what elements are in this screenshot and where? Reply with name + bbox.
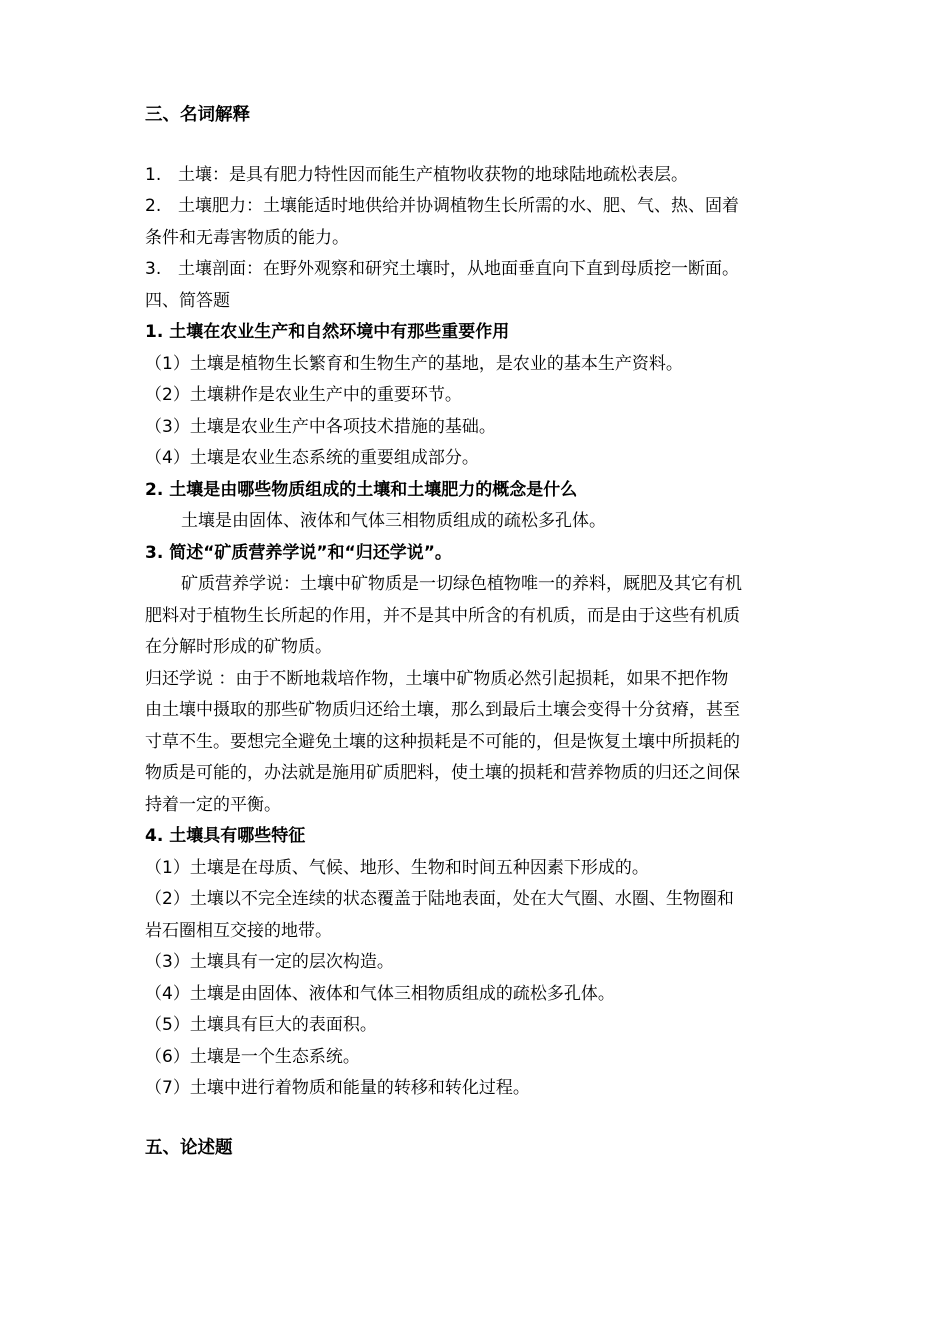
question-4-answer-2: （2）土壤以不完全连续的状态覆盖于陆地表面，处在大气圈、水圈、生物圈和 xyxy=(145,889,734,909)
question-4-title: 4. 土壤具有哪些特征 xyxy=(145,826,306,846)
definition-1-number: 1. xyxy=(145,164,162,185)
section-4-title: 四、简答题 xyxy=(145,290,230,311)
definition-3 xyxy=(145,254,810,286)
question-4-answer-3: （3）土壤具有一定的层次构造。 xyxy=(145,952,394,972)
question-1-answer-4: （4）土壤是农业生态系统的重要组成部分。 xyxy=(145,448,479,468)
question-1-answer-1: （1）土壤是植物生长繁育和生物生产的基地，是农业的基本生产资料。 xyxy=(145,353,683,374)
question-3-para-2-line-4: 物质是可能的，办法就是施用矿质肥料，使土壤的损耗和营养物质的归还之间保 xyxy=(145,763,740,783)
question-4-answer-7: （7）土壤中进行着物质和能量的转移和转化过程。 xyxy=(145,1078,530,1098)
question-4-answer-5: （5）土壤具有巨大的表面积。 xyxy=(145,1015,377,1035)
question-4-answer-2-continued: 岩石圈相互交接的地带。 xyxy=(145,920,332,941)
definition-3-number: 3. xyxy=(145,259,162,279)
question-3-para-1-line-2: 肥料对于植物生长所起的作用，并不是其中所含的有机质，而是由于这些有机质 xyxy=(145,605,740,626)
question-3-para-2-line-1: 归还学说 ：由于不断地栽培作物，土壤中矿物质必然引起损耗，如果不把作物 xyxy=(145,668,729,689)
question-1-answer-3: （3）土壤是农业生产中各项技术措施的基础。 xyxy=(145,416,496,437)
section-3-title: 三、名词解释 xyxy=(145,105,250,125)
question-1-answer-2: （2）土壤耕作是农业生产中的重要环节。 xyxy=(145,385,462,405)
question-2-answer: 土壤是由固体、液体和气体三相物质组成的疏松多孔体。 xyxy=(181,511,606,531)
definition-2-number: 2. xyxy=(145,196,162,216)
definition-3-text: 土壤剖面：在野外观察和研究土壤时，从地面垂直向下直到母质挖一断面。 xyxy=(178,259,739,279)
definition-2-text: 土壤肥力：土壤能适时地供给并协调植物生长所需的水、肥、气、热、固着 xyxy=(178,196,739,216)
question-3-para-2-line-2: 由土壤中摄取的那些矿物质归还给土壤，那么到最后土壤会变得十分贫瘠，甚至 xyxy=(145,700,740,720)
question-1-title: 1. 土壤在农业生产和自然环境中有那些重要作用 xyxy=(145,322,510,342)
definition-1-text: 土壤：是具有肥力特性因而能生产植物收获物的地球陆地疏松表层。 xyxy=(178,164,688,185)
question-3-title: 3. 简述“矿质营养学说”和“归还学说”。 xyxy=(145,542,452,563)
definition-1 xyxy=(145,160,810,192)
definition-2-continued: 条件和无毒害物质的能力。 xyxy=(145,227,349,248)
question-3-para-2-line-3: 寸草不生。要想完全避免土壤的这种损耗是不可能的，但是恢复土壤中所损耗的 xyxy=(145,731,740,752)
question-3-para-1-line-1: 矿质营养学说：土壤中矿物质是一切绿色植物唯一的养料，厩肥及其它有机 xyxy=(181,574,742,594)
question-4-answer-1: （1）土壤是在母质、气候、地形、生物和时间五种因素下形成的。 xyxy=(145,857,649,878)
definition-2 xyxy=(145,191,810,223)
question-2-title: 2. 土壤是由哪些物质组成的土壤和土壤肥力的概念是什么 xyxy=(145,479,578,500)
section-5-title: 五、论述题 xyxy=(145,1137,233,1158)
question-3-para-2-line-5: 持着一定的平衡。 xyxy=(145,794,281,815)
document-page xyxy=(145,100,810,1164)
question-3-para-1-line-3: 在分解时形成的矿物质。 xyxy=(145,637,332,657)
question-4-answer-6: （6）土壤是一个生态系统。 xyxy=(145,1046,360,1067)
question-4-answer-4: （4）土壤是由固体、液体和气体三相物质组成的疏松多孔体。 xyxy=(145,983,615,1004)
